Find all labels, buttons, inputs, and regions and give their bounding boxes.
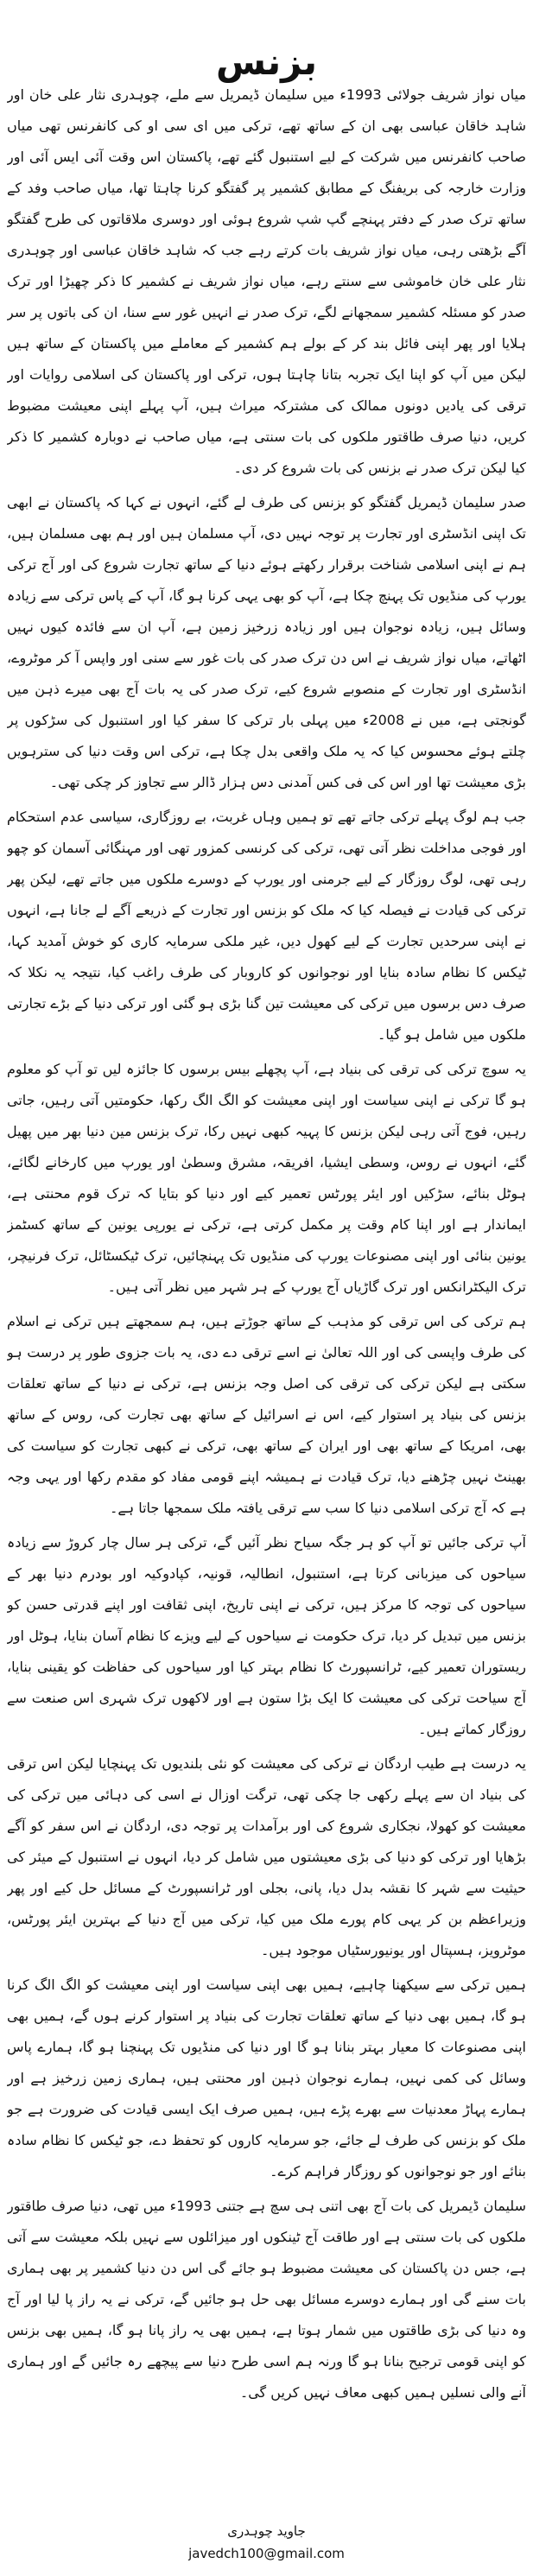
article-paragraph: جب ہم لوگ پہلے ترکی جاتے تھے تو ہمیں وہاں غربت، بے روزگاری، سیاسی عدم استحکام اور فوجی مداخلت نظر آتی تھی، ترکی کی کرنسی کمزور تھی اور مہنگائی آسمان کو چھو رہی تھی، لوگ روزگار کے لیے جرمنی اور یورپ کے دوسرے ملکوں میں جاتے تھے، لیکن پھر ترکی کی قیادت نے فیصلہ کیا کہ ملک کو بزنس اور تجارت کے ذریعے آگے لے جانا ہے، انہوں نے اپنی سرحدیں تجارت کے لیے کھول دیں، غیر ملکی سرمایہ کاری کو خوش آمدید کہا، ٹیکس کا نظام سادہ بنایا اور نوجوانوں کو کاروبار کی طرف راغب کیا، نتیجہ یہ نکلا کہ صرف دس برسوں میں ترکی کی معیشت تین گنا بڑی ہو گئی اور ترکی دنیا کے بڑے تجارتی ملکوں میں شامل ہو گیا۔ — [7, 809, 526, 1043]
article-paragraph: میاں نواز شریف جولائی 1993ء میں سلیمان ڈیمریل سے ملے، چوہدری نثار علی خان اور شاہد خاقان عباسی بھی ان کے ساتھ تھے، ترکی میں ای سی او کی کانفرنس تھی میاں صاحب کانفرنس میں شرکت کے لیے استنبول گئے تھے، پاکستان اس وقت آئی ایس آئی اور وزارت خارجہ کی بریفنگ کے مطابق کشمیر پر گفتگو کرنا چاہتا تھا، میاں صاحب وفد کے ساتھ ترک صدر کے دفتر پہنچے گپ شپ شروع ہوئی اور دوسری ملاقاتوں کی طرح گفتگو آگے بڑھتی رہی، میاں نواز شریف بات کرتے رہے جب کہ شاہد خاقان عباسی اور چوہدری نثار علی خان خاموشی سے سنتے رہے، میاں نواز شریف نے کشمیر کا ذکر چھیڑا اور ترک صدر کو مسئلہ کشمیر سمجھانے لگے، ترک صدر نے انہیں غور سے سنا، ان کی باتوں پر سر ہلایا اور پھر اپنی فائل بند کر کے بولے ہم کشمیر کے معاملے میں پاکستان کے ساتھ ہیں لیکن میں آپ کو اپنا ایک تجربہ بتانا چاہتا ہوں، ترکی اور پاکستان کی اسلامی روایات اور ترقی کی یادیں دونوں ممالک کی مشترکہ میراث ہیں، آپ پہلے اپنی معیشت مضبوط کریں، دنیا صرف طاقتور ملکوں کی بات سنتی ہے، میاں صاحب نے دوبارہ کشمیر کا ذکر کیا لیکن ترک صدر نے بزنس کی بات شروع کر دی۔ — [7, 86, 526, 476]
article-paragraph: صدر سلیمان ڈیمریل گفتگو کو بزنس کی طرف لے گئے، انہوں نے کہا کہ پاکستان نے ابھی تک اپنی انڈسٹری اور تجارت پر توجہ نہیں دی، آپ مسلمان ہیں اور ہم بھی مسلمان ہیں، ہم نے اپنی اسلامی شناخت برقرار رکھتے ہوئے دنیا کے ساتھ تجارت شروع کی اور آج ترکی یورپ کی منڈیوں تک پہنچ چکا ہے، آپ کو بھی یہی کرنا ہو گا، آپ کے پاس ترکی سے زیادہ وسائل ہیں، زیادہ نوجوان ہیں اور زیادہ زرخیز زمین ہے، آپ ان سے فائدہ کیوں نہیں اٹھاتے، میاں نواز شریف نے اس دن ترک صدر کی بات غور سے سنی اور واپس آ کر موٹروے، انڈسٹری اور تجارت کے منصوبے شروع کیے، ترک صدر کی یہ بات آج بھی میرے ذہن میں گونجتی ہے، میں نے 2008ء میں پہلی بار ترکی کا سفر کیا اور استنبول کی سڑکوں پر چلتے ہوئے محسوس کیا کہ یہ ملک واقعی بدل چکا ہے، ترکی اس وقت دنیا کی سترہویں بڑی معیشت تھا اور اس کی فی کس آمدنی دس ہزار ڈالر سے تجاوز کر چکی تھی۔ — [7, 494, 526, 790]
article-paragraph: آپ ترکی جائیں تو آپ کو ہر جگہ سیاح نظر آئیں گے، ترکی ہر سال چار کروڑ سے زیادہ سیاحوں کی میزبانی کرتا ہے، استنبول، انطالیہ، قونیہ، کپادوکیہ اور بودرم دنیا بھر کے سیاحوں کی توجہ کا مرکز ہیں، ترکی نے اپنی تاریخ، اپنی ثقافت اور اپنے قدرتی حسن کو بزنس میں تبدیل کر دیا، ترک حکومت نے سیاحوں کے لیے ویزے کا نظام آسان بنایا، ہوٹل اور ریستوران تعمیر کیے، ٹرانسپورٹ کا نظام بہتر کیا اور سیاحوں کی حفاظت کو یقینی بنایا، آج سیاحت ترکی کی معیشت کا ایک بڑا ستون ہے اور لاکھوں ترک شہری اس صنعت سے روزگار کماتے ہیں۔ — [7, 1534, 526, 1737]
article-paragraph: یہ سوچ ترکی کی ترقی کی بنیاد ہے، آپ پچھلے بیس برسوں کا جائزہ لیں تو آپ کو معلوم ہو گا ترکی نے اپنی سیاست اور اپنی معیشت کو الگ الگ رکھا، حکومتیں آتی رہیں، جاتی رہیں، فوج آتی رہی لیکن بزنس کا پہیہ کبھی نہیں رکا، ترک بزنس مین دنیا بھر میں پھیل گئے، انہوں نے روس، وسطی ایشیا، افریقہ، مشرق وسطیٰ اور یورپ میں کارخانے لگائے، ہوٹل بنائے، سڑکیں اور ایئر پورٹس تعمیر کیے اور دنیا کو بتایا کہ ترک قوم محنتی ہے، ایماندار ہے اور اپنا کام وقت پر مکمل کرتی ہے، ترکی نے یورپی یونین کے ساتھ کسٹمز یونین بنائی اور اپنی مصنوعات یورپ کی منڈیوں تک پہنچائیں، ترک ٹیکسٹائل، ترک فرنیچر، ترک الیکٹرانکس اور ترک گاڑیاں آج یورپ کے ہر شہر میں نظر آتی ہیں۔ — [7, 1061, 526, 1295]
author-name: جاوید چوہدری — [227, 2523, 306, 2539]
author-email: javedch100@gmail.com — [188, 2546, 345, 2561]
article-title: بزنس — [215, 41, 318, 84]
article-paragraph: ہم ترکی کی اس ترقی کو مذہب کے ساتھ جوڑتے ہیں، ہم سمجھتے ہیں ترکی نے اسلام کی طرف واپسی کی اور اللہ تعالیٰ نے اسے ترقی دے دی، یہ بات جزوی طور پر درست ہو سکتی ہے لیکن ترکی کی ترقی کی اصل وجہ بزنس ہے، ترکی نے دنیا کے ساتھ تعلقات بزنس کی بنیاد پر استوار کیے، اس نے اسرائیل کے ساتھ بھی تجارت کی، روس کے ساتھ بھی، امریکا کے ساتھ بھی اور ایران کے ساتھ بھی، ترکی نے کبھی تجارت کو سیاست کی بھینٹ نہیں چڑھنے دیا، ترک قیادت نے ہمیشہ اپنے قومی مفاد کو مقدم رکھا اور یہی وجہ ہے کہ آج ترکی اسلامی دنیا کا سب سے ترقی یافتہ ملک سمجھا جاتا ہے۔ — [7, 1313, 526, 1516]
article-paragraph: ہمیں ترکی سے سیکھنا چاہیے، ہمیں بھی اپنی سیاست اور اپنی معیشت کو الگ الگ کرنا ہو گا، ہمیں بھی دنیا کے ساتھ تعلقات تجارت کی بنیاد پر استوار کرنے ہوں گے، ہمیں بھی اپنی مصنوعات کا معیار بہتر بنانا ہو گا اور دنیا کی منڈیوں تک پہنچنا ہو گا، ہمارے پاس وسائل کی کمی نہیں، ہمارے نوجوان ذہین اور محنتی ہیں، ہماری زمین زرخیز ہے اور ہمارے پہاڑ معدنیات سے بھرے پڑے ہیں، ہمیں صرف ایک ایسی قیادت کی ضرورت ہے جو ملک کو بزنس کی طرف لے جائے، جو سرمایہ کاروں کو تحفظ دے، جو ٹیکس کا نظام سادہ بنائے اور جو نوجوانوں کو روزگار فراہم کرے۔ — [7, 1976, 526, 2179]
article-paragraph: یہ درست ہے طیب اردگان نے ترکی کی معیشت کو نئی بلندیوں تک پہنچایا لیکن اس ترقی کی بنیاد ان سے پہلے رکھی جا چکی تھی، ترگت اوزال نے اسی کی دہائی میں ترکی کی معیشت کو کھولا، نجکاری شروع کی اور برآمدات پر توجہ دی، اردگان نے اس سفر کو آگے بڑھایا اور ترکی کو دنیا کی بڑی معیشتوں میں شامل کر دیا، انہوں نے استنبول کے میئر کی حیثیت سے شہر کا نقشہ بدل دیا، پانی، بجلی اور ٹرانسپورٹ کے مسائل حل کیے اور پھر وزیراعظم بن کر یہی کام پورے ملک میں کیا، ترکی میں آج دنیا کے بہترین ایئر پورٹس، موٹرویز، ہسپتال اور یونیورسٹیاں موجود ہیں۔ — [7, 1755, 526, 1958]
article-body — [7, 79, 526, 2516]
article-paragraph: سلیمان ڈیمریل کی بات آج بھی اتنی ہی سچ ہے جتنی 1993ء میں تھی، دنیا صرف طاقتور ملکوں کی بات سنتی ہے اور طاقت آج ٹینکوں اور میزائلوں سے نہیں بلکہ معیشت سے آتی ہے، جس دن پاکستان کی معیشت مضبوط ہو جائے گی اس دن دنیا کشمیر پر بھی ہماری بات سنے گی اور ہمارے دوسرے مسائل بھی حل ہو جائیں گے، ترکی نے یہ راز پا لیا اور آج وہ دنیا کی بڑی طاقتوں میں شمار ہوتا ہے، ہمیں بھی یہ راز پانا ہو گا، ہمیں بھی بزنس کو اپنی قومی ترجیح بنانا ہو گا ورنہ ہم اسی طرح دنیا سے پیچھے رہ جائیں گے اور ہماری آنے والی نسلیں ہمیں کبھی معاف نہیں کریں گی۔ — [7, 2198, 526, 2401]
